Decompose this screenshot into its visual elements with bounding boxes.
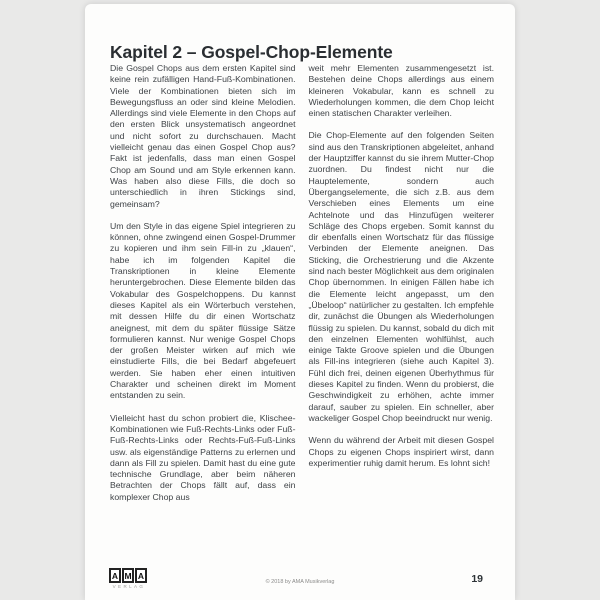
body-text (110, 63, 494, 514)
ama-verlag-logo (105, 568, 151, 589)
page-number: 19 (471, 573, 483, 585)
logo-caption: VERLAG (112, 584, 146, 589)
logo-letter-box: A (109, 568, 121, 583)
logo-letter-box: A (135, 568, 147, 583)
copyright-notice: © 2018 by AMA Musikverlag (265, 579, 335, 585)
page-footer (85, 562, 515, 600)
book-page (85, 4, 515, 600)
logo-letter-box: M (122, 568, 134, 583)
right-column (309, 63, 495, 514)
chapter-title: Kapitel 2 – Gospel-Chop-Elemente (110, 41, 393, 62)
paragraph: Wenn du während der Arbeit mit diesen Gospel Chops zu eigenen Chops inspiriert wirst, dann experimentier ruhig damit herum. Es lohnt sich! (308, 435, 494, 468)
paragraph: Die Gospel Chops aus dem ersten Kapitel sind keine rein zufälligen Hand-Fuß-Kombinationen. Viele der Kombinationen bieten sich im Bewegungsfluss an oder sind kleine Melodien. Allerdings sind viele Elemente in den Chops auf den ersten Blick unsystematisch angeordnet und nicht sofort zu durchschauen. Macht vielleicht genau das einen Gospel Chop aus? Fakt ist jedenfalls, dass man einen Gospel Chop am Sound und am Style erkennen kann. Was haben also diese Fills, die doch so unterschiedlich in ihren Stickings sind, gemeinsam? (110, 63, 296, 209)
paragraph: Vielleicht hast du schon probiert die, Klischee-Kombinationen wie Fuß-Rechts-Links oder Fuß-Fuß-Rechts-Links oder Rechts-Fuß-Fuß-Links usw. als eigenständige Patterns zu erlernen und dann als Fill zu spielen. Damit hast du eine gute technische Grundlage, aber beim näheren Betrachten der Chops fällt auf, dass ein komplexer Chop aus (110, 412, 296, 502)
ama-logo-letters (105, 568, 151, 583)
paragraph: Die Chop-Elemente auf den folgenden Seiten sind aus den Transkriptionen abgeleitet, anhand der Hauptziffer kannst du sie ihrem Mutter-Chop zuordnen. Du findest nicht nur die Hauptelemente, sondern auch Übergangselemente, die sich z.B. aus dem Verschieben eines Elements um eine Achtelnote und das Hinzufügen weiterer Schläge des Chops ergeben. Somit kannst du dir ebenfalls einen Wortschatz für das flüssige Verbinden der Elemente aneignen. Das Sticking, die Orchestrierung und die Akzente sind nach bester Möglichkeit aus dem originalen Chop übernommen. In einigen Fällen habe ich die Elemente leicht angepasst, um den „Übeloop“ natürlicher zu gestalten. Ich empfehle dir, zunächst die Übungen als Wiederholungen flüssig zu spielen. Du kannst, sobald du dich mit den einzelnen Elementen wohlfühlst, auch einige Takte Groove spielen und die Übungen als Fill-ins integrieren (siehe auch Kapitel 3). Fühl dich frei, deinen eigenen Überhythmus für dieses Kapitel zu finden. Wenn du probierst, die Geschwindigkeit zu erhöhen, achte immer darauf, sauber zu spielen. Ein schneller, aber wackeliger Gospel Chop beeindruckt nur wenig. (308, 130, 494, 423)
left-column (110, 63, 296, 514)
paragraph: Um den Style in das eigene Spiel integrieren zu können, ohne zwingend einen Gospel-Drummer zu kopieren und ihm sein Fill-in zu „klauen“, habe ich im folgenden Kapitel die Transkriptionen in kleine Elemente heruntergebrochen. Diese Elemente bilden das Vokabular des Gospelchoppens. Du kannst dieses Kapitel als ein Wörterbuch verstehen, mit dessen Hilfe du dir einen Wortschatz aneignest, mit dem du später flüssige Sätze formulieren kannst. Nur wenige Gospel Chops der großen Meister wirken auf mich wie einstudierte Fills, die bei Bedarf abgefeuert werden. Sie haben eher einen intuitiven Charakter und scheinen direkt im Moment entstanden zu sein. (110, 220, 296, 401)
paragraph: weit mehr Elementen zusammengesetzt ist. Bestehen deine Chops allerdings aus einem kleineren Vokabular, kann es schnell zu Wiederholungen kommen, die dem Chop leicht einen statischen Charakter verleihen. (308, 63, 494, 119)
